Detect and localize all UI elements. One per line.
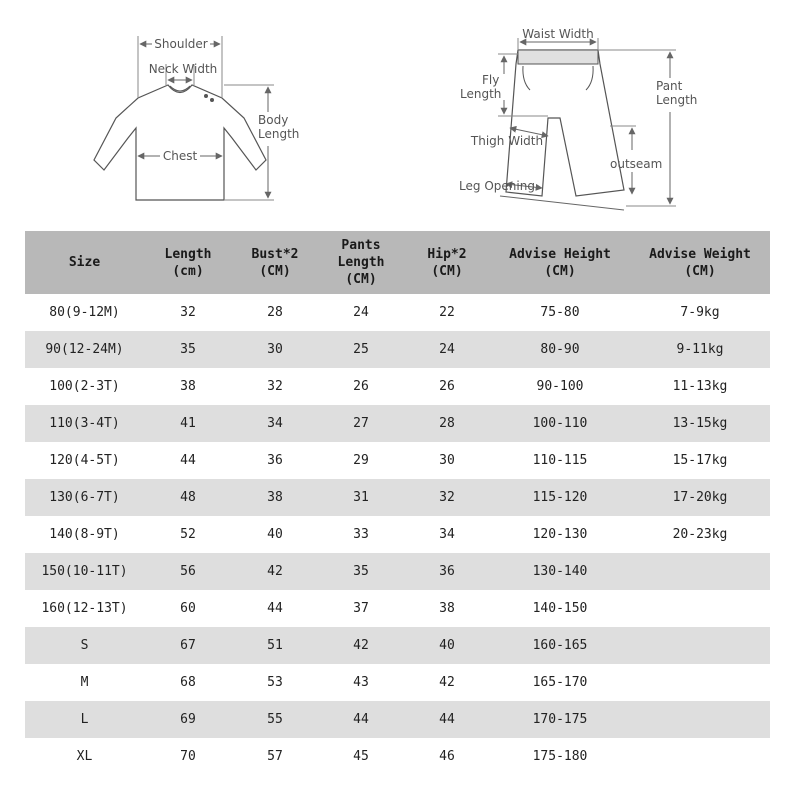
- cell-length: 69: [144, 701, 232, 738]
- cell-bust: 30: [232, 331, 318, 368]
- cell-bust: 55: [232, 701, 318, 738]
- cell-length: 44: [144, 442, 232, 479]
- cell-advise-weight: 7-9kg: [630, 294, 770, 331]
- header-size: Size: [25, 231, 144, 294]
- fly-length-label-line2: Length: [460, 87, 502, 101]
- cell-size: XL: [25, 738, 144, 775]
- header-hip: Hip*2 (CM): [404, 231, 490, 294]
- cell-length: 70: [144, 738, 232, 775]
- table-row: [25, 405, 770, 442]
- pant-length-label-line1: Pant: [656, 79, 683, 93]
- outseam-label: outseam: [610, 157, 663, 171]
- header-advise-weight: Advise Weight (CM): [630, 231, 770, 294]
- neck-width-label: Neck Width: [148, 62, 218, 76]
- sweater-illustration: [94, 85, 266, 200]
- waist-width-label: Waist Width: [522, 27, 594, 41]
- cell-size: L: [25, 701, 144, 738]
- table-row: [25, 664, 770, 701]
- cell-advise-height: 175-180: [490, 738, 630, 775]
- body-length-label-line2: Length: [258, 127, 300, 141]
- cell-advise-height: 100-110: [490, 405, 630, 442]
- cell-advise-weight: [630, 627, 770, 664]
- cell-advise-weight: [630, 553, 770, 590]
- cell-advise-weight: [630, 738, 770, 775]
- cell-bust: 38: [232, 479, 318, 516]
- cell-bust: 32: [232, 368, 318, 405]
- size-rows: [25, 294, 770, 775]
- cell-hip: 22: [404, 294, 490, 331]
- cell-advise-height: 110-115: [490, 442, 630, 479]
- cell-hip: 32: [404, 479, 490, 516]
- shoulder-label: Shoulder: [154, 37, 208, 51]
- table-row: [25, 294, 770, 331]
- cell-advise-weight: [630, 664, 770, 701]
- cell-length: 60: [144, 590, 232, 627]
- cell-bust: 40: [232, 516, 318, 553]
- cell-hip: 36: [404, 553, 490, 590]
- cell-hip: 40: [404, 627, 490, 664]
- cell-pants-length: 43: [318, 664, 404, 701]
- cell-length: 67: [144, 627, 232, 664]
- cell-advise-weight: 9-11kg: [630, 331, 770, 368]
- cell-advise-weight: 20-23kg: [630, 516, 770, 553]
- cell-hip: 26: [404, 368, 490, 405]
- button-icon: [210, 98, 214, 102]
- cell-advise-height: 170-175: [490, 701, 630, 738]
- table-row: [25, 627, 770, 664]
- table-row: [25, 516, 770, 553]
- header-bust: Bust*2 (CM): [232, 231, 318, 294]
- cell-advise-height: 90-100: [490, 368, 630, 405]
- cell-advise-height: 120-130: [490, 516, 630, 553]
- table-row: [25, 738, 770, 775]
- cell-bust: 28: [232, 294, 318, 331]
- table-row: [25, 331, 770, 368]
- cell-bust: 51: [232, 627, 318, 664]
- table-row: [25, 368, 770, 405]
- cell-size: 120(4-5T): [25, 442, 144, 479]
- cell-size: 130(6-7T): [25, 479, 144, 516]
- cell-bust: 36: [232, 442, 318, 479]
- cell-length: 56: [144, 553, 232, 590]
- cell-size: 110(3-4T): [25, 405, 144, 442]
- button-icon: [204, 94, 208, 98]
- body-length-label-line1: Body: [258, 113, 289, 127]
- cell-length: 38: [144, 368, 232, 405]
- cell-hip: 44: [404, 701, 490, 738]
- cell-length: 35: [144, 331, 232, 368]
- header-pants-length: Pants Length (CM): [318, 231, 404, 294]
- table-row: [25, 553, 770, 590]
- cell-hip: 46: [404, 738, 490, 775]
- cell-pants-length: 37: [318, 590, 404, 627]
- cell-pants-length: 31: [318, 479, 404, 516]
- cell-hip: 42: [404, 664, 490, 701]
- measurement-diagram-svg: [0, 0, 800, 225]
- table-row: [25, 590, 770, 627]
- cell-length: 52: [144, 516, 232, 553]
- cell-pants-length: 45: [318, 738, 404, 775]
- cell-pants-length: 33: [318, 516, 404, 553]
- cell-hip: 30: [404, 442, 490, 479]
- cell-pants-length: 44: [318, 701, 404, 738]
- cell-hip: 28: [404, 405, 490, 442]
- table-row: [25, 442, 770, 479]
- cell-length: 68: [144, 664, 232, 701]
- cell-pants-length: 27: [318, 405, 404, 442]
- cell-pants-length: 25: [318, 331, 404, 368]
- cell-pants-length: 29: [318, 442, 404, 479]
- size-chart-table: [25, 231, 770, 775]
- cell-advise-height: 80-90: [490, 331, 630, 368]
- cell-size: 100(2-3T): [25, 368, 144, 405]
- pant-length-label-line2: Length: [656, 93, 698, 107]
- cell-size: 160(12-13T): [25, 590, 144, 627]
- cell-advise-height: 75-80: [490, 294, 630, 331]
- cell-advise-weight: 11-13kg: [630, 368, 770, 405]
- header-row: [25, 231, 770, 294]
- header-length: Length (cm): [144, 231, 232, 294]
- leg-opening-label: Leg Opening: [459, 179, 535, 193]
- cell-bust: 57: [232, 738, 318, 775]
- cell-advise-weight: 15-17kg: [630, 442, 770, 479]
- thigh-width-label: Thigh Width: [470, 134, 544, 148]
- cell-advise-height: 130-140: [490, 553, 630, 590]
- cell-length: 41: [144, 405, 232, 442]
- table-row: [25, 479, 770, 516]
- cell-length: 32: [144, 294, 232, 331]
- pants-illustration: [506, 50, 624, 196]
- chest-label: Chest: [162, 149, 198, 163]
- cell-advise-weight: [630, 590, 770, 627]
- cell-size: 80(9-12M): [25, 294, 144, 331]
- cell-hip: 38: [404, 590, 490, 627]
- cell-size: 90(12-24M): [25, 331, 144, 368]
- cell-pants-length: 42: [318, 627, 404, 664]
- cell-advise-height: 115-120: [490, 479, 630, 516]
- cell-pants-length: 26: [318, 368, 404, 405]
- cell-bust: 53: [232, 664, 318, 701]
- cell-size: 150(10-11T): [25, 553, 144, 590]
- cell-pants-length: 35: [318, 553, 404, 590]
- cell-size: S: [25, 627, 144, 664]
- cell-length: 48: [144, 479, 232, 516]
- cell-advise-weight: [630, 701, 770, 738]
- cell-advise-weight: 13-15kg: [630, 405, 770, 442]
- cell-size: M: [25, 664, 144, 701]
- cell-advise-height: 140-150: [490, 590, 630, 627]
- table-row: [25, 701, 770, 738]
- measurement-diagram: [0, 0, 800, 225]
- fly-length-label-line1: Fly: [482, 73, 500, 87]
- cell-hip: 24: [404, 331, 490, 368]
- cell-advise-height: 165-170: [490, 664, 630, 701]
- cell-advise-weight: 17-20kg: [630, 479, 770, 516]
- cell-bust: 44: [232, 590, 318, 627]
- cell-bust: 34: [232, 405, 318, 442]
- cell-size: 140(8-9T): [25, 516, 144, 553]
- cell-hip: 34: [404, 516, 490, 553]
- cell-pants-length: 24: [318, 294, 404, 331]
- cell-advise-height: 160-165: [490, 627, 630, 664]
- cell-bust: 42: [232, 553, 318, 590]
- header-advise-height: Advise Height (CM): [490, 231, 630, 294]
